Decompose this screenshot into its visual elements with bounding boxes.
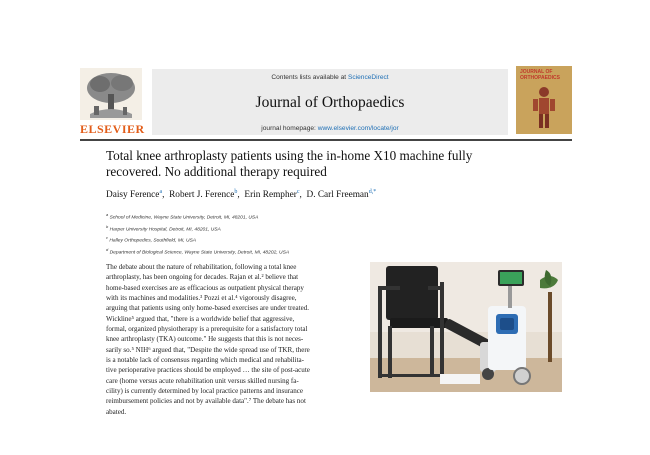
author-name[interactable]: Daisy Ference — [106, 190, 160, 201]
contents-prefix: Contents lists available at — [271, 74, 348, 81]
affiliation-marker: c — [106, 235, 108, 241]
affiliation-text: School of Medicine, Wayne State University, Detroit, MI, 48201, USA — [109, 215, 259, 221]
author-affiliation-marker[interactable]: d,* — [368, 189, 377, 195]
article-title: Total knee arthroplasty patients using the in-home X10 machine fully recovered. No additional therapy required — [106, 148, 473, 179]
body-line: is a notable lack of consensus regarding which medical and rehabilita- — [106, 356, 305, 365]
author-name[interactable]: D. Carl Freeman — [306, 190, 369, 201]
article-body-text — [106, 262, 352, 417]
body-line: knee arthroplasty (TKA) outcome." He suggests that this is not neces- — [106, 335, 304, 344]
affiliation-text: Department of Biological Science, Wayne State University, Detroit, MI, 48202, USA — [109, 250, 290, 256]
contents-availability — [152, 74, 508, 81]
body-line: arthroplasty, has been ongoing for decades. Rajan et al.² believe that — [106, 273, 299, 282]
body-line: with its machines and modalities.³ Pozzi et al.⁴ vigorously disagree, — [106, 294, 297, 303]
author-name[interactable]: Erin Rempher — [244, 190, 297, 201]
affiliation-line — [106, 234, 546, 246]
sciencedirect-link[interactable]: ScienceDirect — [347, 74, 389, 81]
cover-title: JOURNAL OF ORTHOPAEDICS — [520, 69, 560, 81]
author-affiliation-marker[interactable]: b — [234, 189, 238, 195]
affiliation-marker: b — [106, 223, 109, 229]
publisher-name: ELSEVIER — [80, 122, 145, 136]
author-affiliation-marker[interactable]: c — [296, 189, 300, 195]
author-list: Daisy Ference$^a$, Robert J. Ference$^b$, Erin Rempher$^c$, D. Carl Freeman$^{d,*}$ — [106, 189, 377, 201]
affiliation-line — [106, 223, 546, 235]
article-page — [80, 66, 572, 416]
body-line: reimbursement policies and not by available data".⁷ The debate has not — [106, 397, 306, 406]
affiliations — [106, 211, 546, 258]
author-affiliation-marker[interactable]: a — [159, 189, 163, 195]
header-divider — [80, 139, 572, 141]
journal-homepage — [152, 125, 508, 132]
affiliation-marker: d — [106, 246, 109, 252]
elsevier-logo[interactable] — [80, 68, 145, 136]
affiliation-text: Halley Orthopedics, Southfield, MI, USA — [109, 238, 197, 244]
cover-figure-icon — [530, 86, 558, 130]
body-line: Wickline⁵ argued that, "there is a worldwide belief that aggressive, — [106, 314, 295, 323]
body-line: care (home versus acute rehabilitation unit versus skilled nursing fa- — [106, 376, 299, 385]
affiliation-marker: a — [106, 212, 109, 217]
homepage-prefix: journal homepage: — [261, 125, 318, 132]
body-line: home-based exercises are as efficacious as outpatient physical therapy — [106, 283, 304, 292]
affiliation-line — [106, 211, 546, 223]
x10-machine-illustration — [370, 262, 562, 392]
body-line: The debate about the nature of rehabilitation, following a total knee — [106, 263, 297, 271]
author-name[interactable]: Robert J. Ference — [169, 190, 235, 201]
homepage-link[interactable]: www.elsevier.com/locate/jor — [317, 125, 399, 132]
affiliation-text: Harper University Hospital, Detroit, MI, 48201, USA — [109, 227, 221, 233]
elsevier-tree-icon — [80, 68, 142, 120]
body-line: tive perioperative practices should be employed … the site of post-acute — [106, 366, 310, 375]
body-line: abated. — [106, 407, 127, 416]
body-line: formal, organized physiotherapy is a prerequisite for a satisfactory total — [106, 325, 308, 334]
affiliation-line — [106, 246, 546, 258]
journal-title: Journal of Orthopaedics — [255, 94, 405, 111]
body-line: arguing that patients using only home-based exercises are under treated. — [106, 304, 309, 313]
journal-masthead — [152, 69, 508, 135]
journal-cover[interactable] — [516, 66, 572, 134]
x10-machine-photo — [370, 262, 562, 392]
body-line: cility) is currently determined by local practice patterns and insurance — [106, 387, 304, 396]
body-line: sarily so.⁵ NIH⁶ argued that, "Despite the wide spread use of TKR, there — [106, 345, 310, 354]
